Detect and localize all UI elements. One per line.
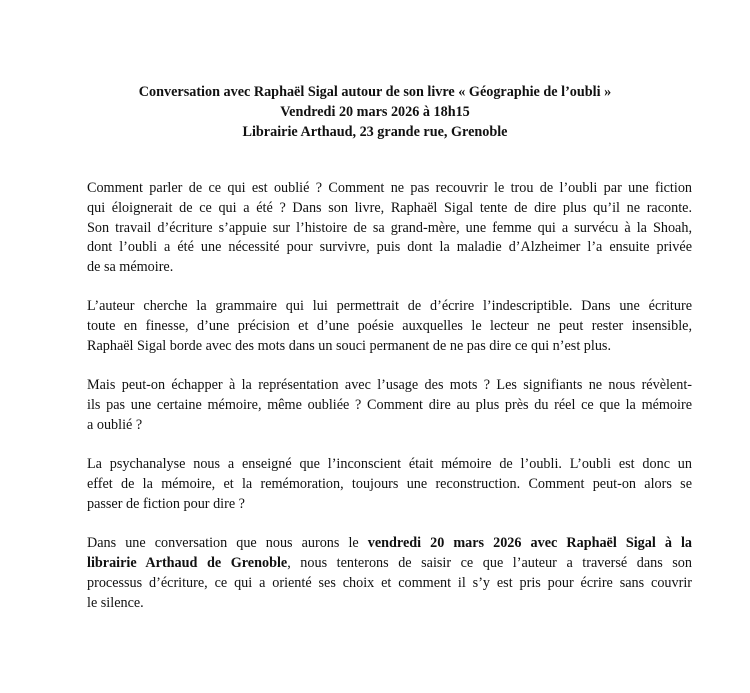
text-line: Son travail d’écriture s’appuie sur l’histoire de sa grand-mère, une femme qui a survécu à la Shoah, [87, 219, 692, 236]
text-line: effet de la mémoire, et la remémoration, toujours une reconstruction. Comment peut-on alors se [87, 476, 692, 493]
paragraph-3 [87, 376, 692, 435]
text-line: a oublié ? [87, 416, 143, 433]
text-line: La psychanalyse nous a enseigné que l’inconscient était mémoire de l’oubli. L’oubli est donc un [87, 456, 692, 473]
text-line [87, 554, 692, 574]
text-line: qui éloignerait de ce qui a été ? Dans son livre, Raphaël Sigal tente de dire plus qu’il ne raconte. [87, 199, 692, 216]
event-title: Conversation avec Raphaël Sigal autour de son livre « Géographie de l’oubli » [138, 84, 612, 100]
text-line: L’auteur cherche la grammaire qui lui permettrait de d’écrire l’indescriptible. Dans une écriture [87, 298, 692, 315]
paragraph-4 [87, 455, 692, 514]
event-date: Vendredi 20 mars 2026 à 18h15 [280, 104, 470, 120]
paragraph-2 [87, 297, 692, 356]
text-run: , nous tenterons de saisir ce que l’auteur a traversé dans son [287, 554, 692, 571]
text-line: Raphaël Sigal borde avec des mots dans un souci permanent de ne pas dire ce qui n’est plus. [87, 338, 612, 355]
text-line: Comment parler de ce qui est oublié ? Comment ne pas recouvrir le trou de l’oubli par une fiction [87, 180, 692, 196]
document-body [87, 179, 692, 613]
text-line: ils pas une certaine mémoire, même oubliée ? Comment dire au plus près du réel ce que la mémoire [87, 397, 692, 414]
text-line: processus d’écriture, ce qui a orienté ses choix et comment il s’y est pris pour écrire sans couvrir [87, 574, 692, 591]
text-line: passer de fiction pour dire ? [87, 495, 245, 512]
paragraph-5 [87, 534, 692, 613]
bold-event-date: vendredi 20 mars 2026 avec Raphaël Sigal à la [367, 535, 693, 552]
text-line: Mais peut-on échapper à la représentation avec l’usage des mots ? Les signifiants ne nous révèlent- [87, 377, 692, 394]
event-location: Librairie Arthaud, 23 grande rue, Grenoble [242, 124, 508, 140]
text-line: toute en finesse, d’une précision et d’une poésie auxquelles le lecteur ne peut rester insensible, [87, 318, 692, 335]
text-line: dont l’oubli a été une nécessité pour survivre, puis dont la maladie d’Alzheimer l’a ensuite privée [87, 239, 692, 256]
text-line [87, 534, 692, 554]
text-run: Dans une conversation que nous aurons le [87, 535, 359, 552]
event-header [60, 82, 690, 142]
bold-event-place: librairie Arthaud de Grenoble [87, 554, 288, 571]
paragraph-1 [87, 179, 692, 278]
text-line: de sa mémoire. [87, 259, 174, 276]
text-line: le silence. [87, 594, 144, 611]
